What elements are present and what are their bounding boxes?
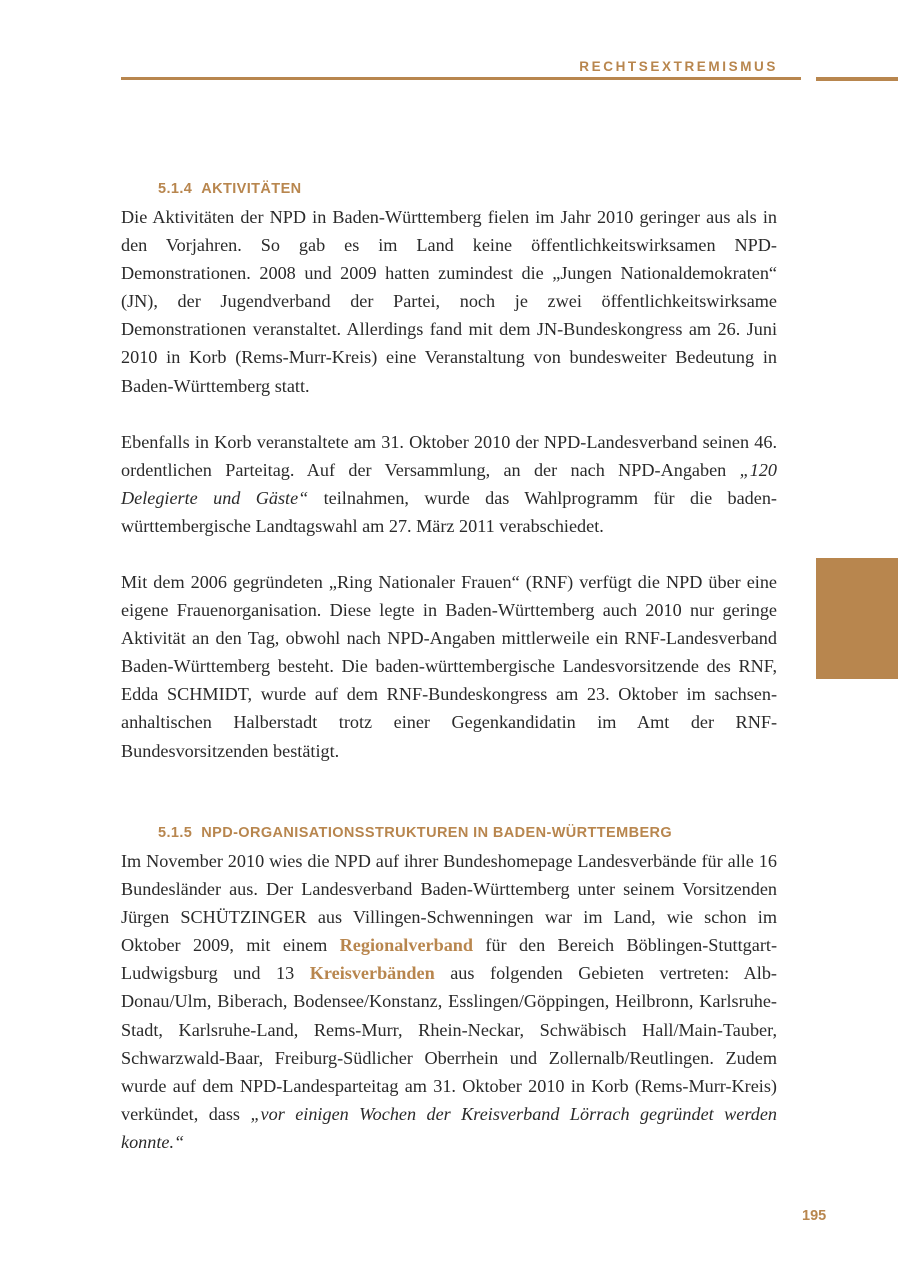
- paragraph-text: für den Bereich Böblingen-Stuttgart-Ludwigsburg und 13: [121, 935, 777, 984]
- section-title: AKTIVITÄTEN: [201, 181, 302, 197]
- quoted-text: „120 Delegierte und Gäste“: [121, 460, 777, 509]
- glossary-link-kreisverbaende[interactable]: Kreisverbänden: [309, 963, 435, 984]
- section-heading-5-1-5: [158, 825, 672, 841]
- section-title: NPD-ORGANISATIONSSTRUKTUREN IN BADEN-WÜRTTEMBERG: [201, 825, 673, 841]
- page-number: 195: [802, 1208, 827, 1224]
- paragraph-text: Ebenfalls in Korb veranstaltete am 31. Oktober 2010 der NPD-Landesverband seinen 46. ordentlichen Parteitag. Auf der Versammlung, an der nach NPD-Angaben: [121, 432, 777, 481]
- paragraph-activities-2: [121, 428, 777, 540]
- glossary-link-regionalverband[interactable]: Regionalverband: [339, 935, 474, 956]
- paragraph-text: teilnahmen, wurde das Wahlprogramm für die baden-württembergische Landtagswahl am 27. März 2011 verabschiedet.: [121, 488, 777, 537]
- paragraph-organisation: [121, 847, 777, 1156]
- paragraph-text: Im November 2010 wies die NPD auf ihrer Bundeshomepage Landesverbände für alle 16 Bundesländer aus. Der Landesverband Baden-Württemberg unter seinem Vorsitzenden Jürgen SCHÜTZINGER aus Villingen-Schwenningen war im Land, wie schon im Oktober 2009, mit einem: [121, 851, 777, 956]
- chapter-tab-marker: [816, 558, 898, 679]
- section-heading-5-1-4: [158, 181, 302, 197]
- paragraph-activities-3: Mit dem 2006 gegründeten „Ring Nationaler Frauen“ (RNF) verfügt die NPD über eine eigene Frauenorganisation. Diese legte in Baden-Württemberg auch 2010 nur geringe Aktivität an den Tag, obwohl nach NPD-Angaben mittlerweile ein RNF-Landesverband Baden-Württemberg besteht. Die baden-württembergische Landesvorsitzende des RNF, Edda SCHMIDT, wurde auf dem RNF-Bundeskongress am 23. Oktober im sachsen-anhaltischen Halberstadt trotz einer Gegenkandidatin im Amt der RNF-Bundesvorsitzenden bestätigt.: [121, 572, 777, 761]
- quoted-text: „vor einigen Wochen der Kreisverband Lörrach gegründet werden konnte.“: [121, 1103, 777, 1152]
- paragraph-text: aus folgenden Gebieten vertreten: Alb-Donau/Ulm, Biberach, Bodensee/Konstanz, Esslingen/Göppingen, Heilbronn, Karlsruhe-Stadt, Karlsruhe-Land, Rems-Murr, Rhein-Neckar, Schwäbisch Hall/Main-Tauber, Schwarzwald-Baar, Freiburg-Südlicher Oberrhein und Zollernalb/Reutlingen. Zudem wurde auf dem NPD-Landesparteitag am 31. Oktober 2010 in Korb (Rems-Murr-Kreis) verkündet, dass: [121, 963, 777, 1124]
- running-header: RECHTSEXTREMISMUS: [579, 59, 778, 74]
- section-number: 5.1.5: [158, 825, 193, 841]
- section-number: 5.1.4: [158, 181, 193, 197]
- paragraph-activities-1: Die Aktivitäten der NPD in Baden-Württemberg fielen im Jahr 2010 geringer aus als in den Vorjahren. So gab es im Land keine öffentlichkeitswirksamen NPD-Demonstrationen. 2008 und 2009 hatten zumindest die „Jungen Nationaldemokraten“ (JN), der Jugendverband der Partei, noch je zwei öffentlichkeitswirksame Demonstrationen veranstaltet. Allerdings fand mit dem JN-Bundeskongress am 26. Juni 2010 in Korb (Rems-Murr-Kreis) eine Veranstaltung von bundesweiter Bedeutung in Baden-Württemberg statt.: [121, 207, 777, 396]
- header-rule-side: [816, 77, 898, 81]
- header-rule: [121, 77, 801, 80]
